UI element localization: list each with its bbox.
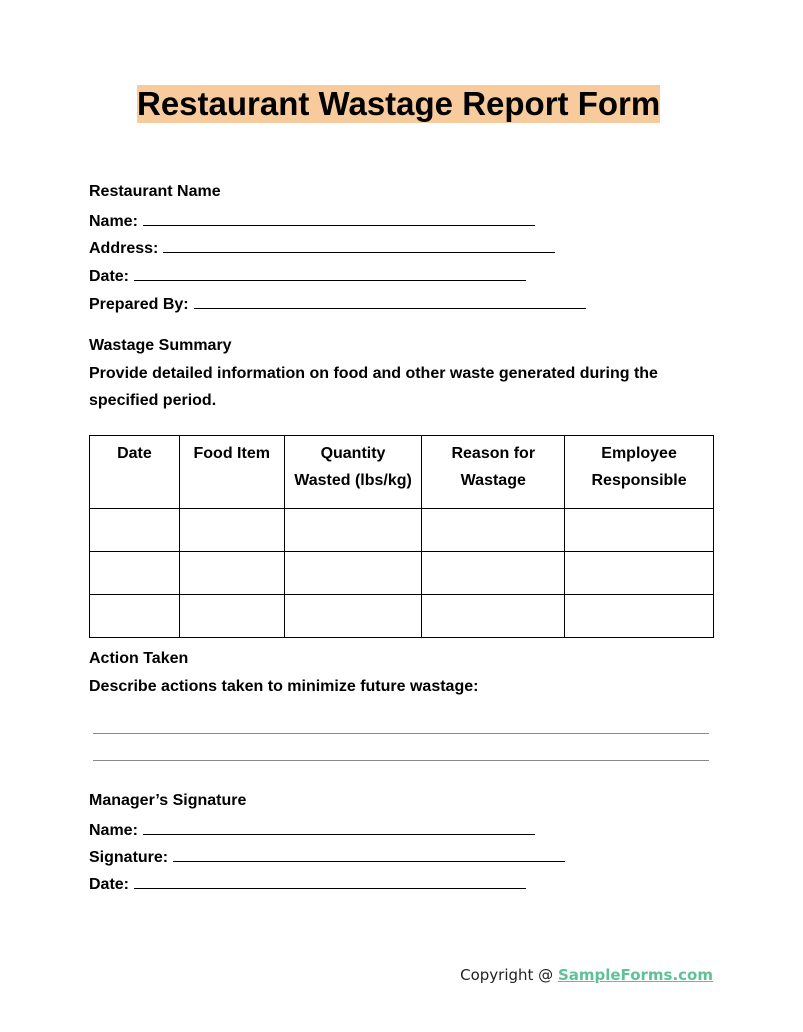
column-header-line: Employee xyxy=(601,445,677,462)
table-cell[interactable] xyxy=(422,552,565,595)
signature-blank[interactable] xyxy=(173,846,565,862)
table-cell[interactable] xyxy=(422,509,565,552)
column-header-line: Food Item xyxy=(193,445,270,462)
summary-text-2: specified period. xyxy=(89,392,217,409)
prepared-by-blank[interactable] xyxy=(194,293,586,309)
action-line-2[interactable] xyxy=(93,760,709,761)
wastage-table xyxy=(89,435,714,638)
column-header-line: Responsible xyxy=(591,472,687,489)
manager-name-label: Name: xyxy=(89,822,138,839)
copyright-text: Copyright @ xyxy=(460,966,558,984)
column-header-line: Wastage xyxy=(460,472,526,489)
table-cell[interactable] xyxy=(179,595,284,638)
action-heading: Action Taken xyxy=(89,650,189,667)
sampleforms-link[interactable]: SampleForms.com xyxy=(557,966,713,984)
manager-date-blank[interactable] xyxy=(134,873,526,889)
table-cell[interactable] xyxy=(422,595,565,638)
prepared-by-field[interactable] xyxy=(89,293,586,315)
manager-name-blank[interactable] xyxy=(143,819,535,835)
date-label: Date: xyxy=(89,268,130,285)
address-label: Address: xyxy=(89,240,159,257)
table-cell[interactable] xyxy=(284,595,422,638)
address-field[interactable] xyxy=(89,237,555,259)
column-header xyxy=(90,436,180,509)
summary-text-1: Provide detailed information on food and other waste generated during the xyxy=(89,365,658,382)
table-cell[interactable] xyxy=(284,509,422,552)
signature-field[interactable] xyxy=(89,846,565,868)
name-label: Name: xyxy=(89,213,138,230)
manager-date-field[interactable] xyxy=(89,873,526,895)
table-row xyxy=(90,595,714,638)
name-blank[interactable] xyxy=(143,210,535,226)
table-cell[interactable] xyxy=(179,509,284,552)
table-cell[interactable] xyxy=(90,509,180,552)
column-header-line: Wasted (lbs/kg) xyxy=(294,472,412,489)
address-blank[interactable] xyxy=(163,237,555,253)
page-title: Restaurant Wastage Report Form xyxy=(137,85,661,122)
table-cell[interactable] xyxy=(179,552,284,595)
table-cell[interactable] xyxy=(565,595,714,638)
copyright xyxy=(460,966,713,984)
table-cell[interactable] xyxy=(90,552,180,595)
table-row xyxy=(90,509,714,552)
prepared-by-label: Prepared By: xyxy=(89,296,189,313)
table-cell[interactable] xyxy=(565,509,714,552)
name-field[interactable] xyxy=(89,210,535,232)
column-header xyxy=(422,436,565,509)
date-field[interactable] xyxy=(89,265,526,287)
action-line-1[interactable] xyxy=(93,733,709,734)
table-header-row xyxy=(90,436,714,509)
action-prompt: Describe actions taken to minimize future wastage: xyxy=(89,678,479,695)
manager-heading: Manager’s Signature xyxy=(89,792,247,809)
column-header-line: Reason for xyxy=(451,445,536,462)
column-header xyxy=(179,436,284,509)
column-header xyxy=(284,436,422,509)
column-header-line: Quantity xyxy=(320,445,386,462)
table-cell[interactable] xyxy=(90,595,180,638)
summary-heading: Wastage Summary xyxy=(89,337,232,354)
table-cell[interactable] xyxy=(284,552,422,595)
manager-name-field[interactable] xyxy=(89,819,535,841)
signature-label: Signature: xyxy=(89,849,169,866)
table-row xyxy=(90,552,714,595)
column-header xyxy=(565,436,714,509)
manager-date-label: Date: xyxy=(89,876,130,893)
date-blank[interactable] xyxy=(134,265,526,281)
restaurant-heading: Restaurant Name xyxy=(89,183,221,200)
column-header-line: Date xyxy=(117,445,152,462)
table-cell[interactable] xyxy=(565,552,714,595)
